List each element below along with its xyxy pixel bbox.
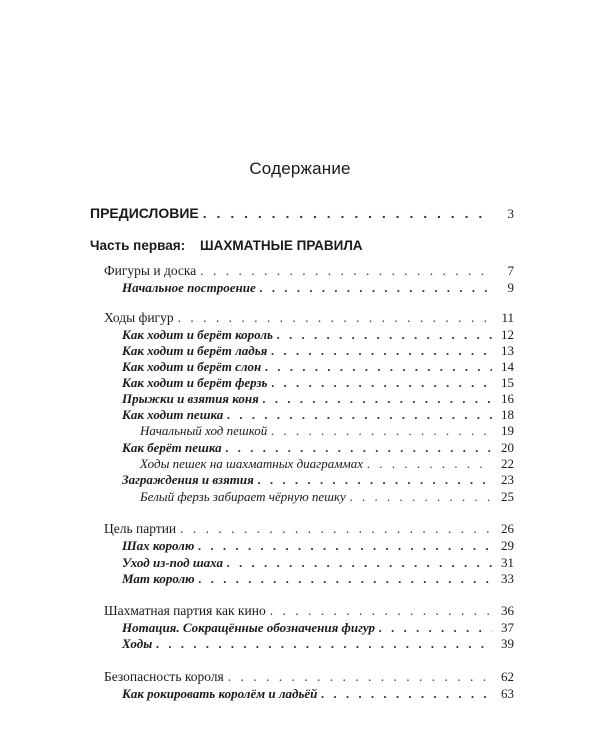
toc-entry-title: Начальное построение (122, 280, 256, 295)
toc-item (122, 407, 514, 423)
part-title: ШАХМАТНЫЕ ПРАВИЛА (200, 238, 363, 253)
toc-item (122, 359, 514, 375)
toc-entry-title: Ходы (122, 636, 153, 651)
toc-entry-page: 18 (501, 407, 514, 422)
toc-entry-page: 13 (501, 343, 514, 358)
toc-entry-title: Фигуры и доска (104, 263, 197, 278)
dot-leader (271, 343, 492, 359)
dot-leader (227, 407, 492, 423)
toc-entry-title: Заграждения и взятия (122, 472, 254, 487)
toc-entry-page: 20 (501, 440, 514, 455)
toc-entry-page: 22 (501, 456, 514, 471)
dot-leader (258, 472, 492, 488)
toc-entry-page: 3 (507, 206, 514, 221)
toc-subitem (140, 423, 514, 439)
toc-entry-title: Как ходит и берёт ферзь (122, 375, 268, 390)
toc-entry-title: Как ходит и берёт слон (122, 359, 262, 374)
toc-section (104, 669, 514, 685)
dot-leader (198, 538, 492, 554)
toc-entry-page: 9 (507, 280, 514, 295)
toc-entry-title: Безопасность короля (104, 669, 224, 684)
toc-entry-title: Начальный ход пешкой (140, 423, 268, 438)
dot-leader (270, 603, 492, 619)
toc-entry-page: 15 (501, 375, 514, 390)
toc-item (122, 686, 514, 702)
dot-leader (156, 636, 492, 652)
toc-entry-title: Как ходит и берёт король (122, 327, 273, 342)
toc-item (122, 472, 514, 488)
toc-entry-title: Прыжки и взятия коня (122, 391, 259, 406)
toc-entry-title: Ходы пешек на шахматных диаграммах (140, 456, 364, 471)
toc-entry-page: 26 (501, 521, 514, 536)
toc-entry-title: Как берёт пешка (122, 440, 222, 455)
dot-leader (350, 489, 492, 505)
toc-entry-page: 29 (501, 538, 514, 553)
dot-leader (272, 375, 493, 391)
dot-leader (178, 310, 492, 326)
toc-entry-title: Белый ферзь забирает чёрную пешку (140, 489, 346, 504)
toc-entry-title: Как рокировать королём и ладьёй (122, 686, 318, 701)
dot-leader (263, 391, 492, 407)
dot-leader (260, 280, 492, 296)
toc-entry-page: 16 (501, 391, 514, 406)
dot-leader (226, 440, 492, 456)
dot-leader (203, 205, 492, 221)
toc-entry-title: ПРЕДИСЛОВИЕ (90, 205, 199, 221)
toc-entry-preface (90, 205, 514, 222)
dot-leader (180, 521, 492, 537)
toc-item (122, 327, 514, 343)
dot-leader (199, 571, 492, 587)
toc-item (122, 538, 514, 554)
toc-item (122, 375, 514, 391)
toc-entry-page: 39 (501, 636, 514, 651)
toc-entry-page: 31 (501, 555, 514, 570)
dot-leader (228, 669, 492, 685)
toc-entry-title: Нотация. Сокращённые обозначения фигур (122, 620, 375, 635)
toc-entry-page: 37 (501, 620, 514, 635)
toc-section (104, 521, 514, 537)
part-heading (90, 238, 363, 253)
toc-entry-title: Уход из-под шаха (122, 555, 224, 570)
toc-entry-page: 19 (501, 423, 514, 438)
toc-entry-title: Цель партии (104, 521, 177, 536)
dot-leader (277, 327, 492, 343)
dot-leader (227, 555, 492, 571)
toc-entry-page: 62 (501, 669, 514, 684)
toc-section (104, 310, 514, 326)
toc-item (122, 280, 514, 296)
toc-entry-page: 25 (501, 489, 514, 504)
toc-item (122, 440, 514, 456)
toc-entry-title: Ходы фигур (104, 310, 174, 325)
toc-entry-title: Как ходит и берёт ладья (122, 343, 268, 358)
toc-entry-page: 7 (507, 263, 514, 278)
toc-entry-page: 23 (501, 472, 514, 487)
toc-entry-title: Мат королю (122, 571, 195, 586)
dot-leader (265, 359, 492, 375)
toc-entry-title: Шах королю (122, 538, 195, 553)
toc-entry-page: 11 (501, 310, 514, 325)
dot-leader (321, 686, 492, 702)
toc-item (122, 343, 514, 359)
toc-subitem (140, 489, 514, 505)
toc-section (104, 263, 514, 279)
toc-entry-page: 33 (501, 571, 514, 586)
toc-entry-page: 14 (501, 359, 514, 374)
dot-leader (367, 456, 492, 472)
dot-leader (200, 263, 492, 279)
toc-entry-page: 12 (501, 327, 514, 342)
toc-entry-page: 36 (501, 603, 514, 618)
part-number: Часть первая: (90, 238, 186, 253)
toc-entry-page: 63 (501, 686, 514, 701)
toc-entry-title: Как ходит пешка (122, 407, 224, 422)
contents-heading: Содержание (249, 159, 351, 178)
toc-item (122, 620, 514, 636)
toc-section (104, 603, 514, 619)
toc-item (122, 555, 514, 571)
toc-item (122, 571, 514, 587)
toc-entry-title: Шахматная партия как кино (104, 603, 266, 618)
dot-leader (379, 620, 492, 636)
toc-subitem (140, 456, 514, 472)
dot-leader (271, 423, 492, 439)
toc-item (122, 391, 514, 407)
toc-item (122, 636, 514, 652)
